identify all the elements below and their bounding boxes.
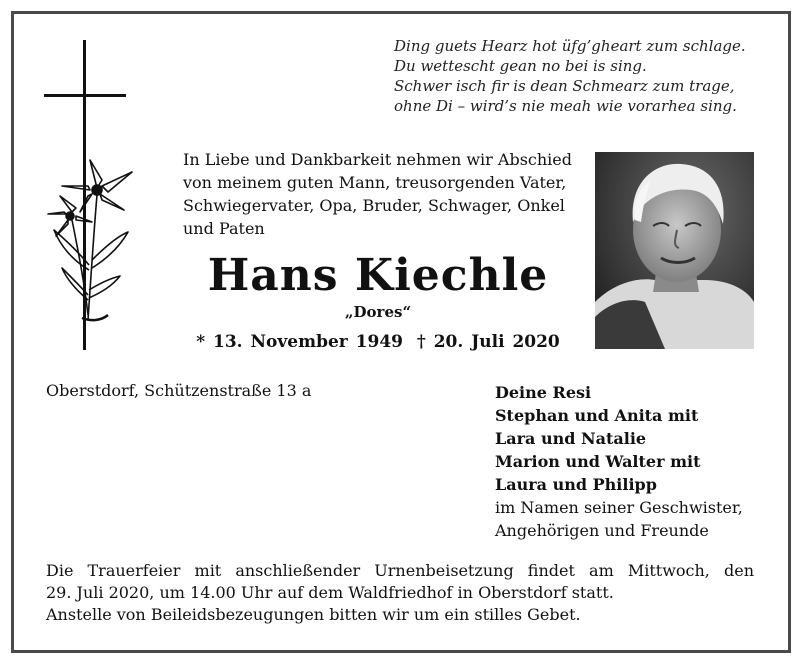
mourners-list xyxy=(495,381,743,542)
ceremony-line: Die Trauerfeier mit anschließender Urnenbeisetzung findet am Mittwoch, den xyxy=(46,561,754,580)
intro-line: Schwiegervater, Opa, Bruder, Schwager, Onkel xyxy=(183,196,565,215)
ceremony-line: Anstelle von Beileidsbezeugungen bitten wir um ein stilles Gebet. xyxy=(46,605,581,624)
mourner-line: Stephan und Anita mit xyxy=(495,406,699,425)
ceremony-info xyxy=(46,560,754,626)
ceremony-line: 29. Juli 2020, um 14.00 Uhr auf dem Waldfriedhof in Oberstdorf statt. xyxy=(46,583,614,602)
birth-date: * 13. November 1949 xyxy=(196,332,403,352)
deceased-name: Hans Kiechle xyxy=(207,250,549,301)
death-date: † 20. Juli 2020 xyxy=(416,332,560,352)
poem-line: Schwer isch fir is dean Schmearz zum trage, xyxy=(394,77,735,95)
poem-line: ohne Di – wird’s nie meah wie vorarhea sing. xyxy=(394,97,737,115)
cross-bar xyxy=(44,94,126,97)
mourner-note: Angehörigen und Freunde xyxy=(495,521,709,540)
intro-line: von meinem guten Mann, treusorgenden Vater, xyxy=(183,173,567,192)
intro-line: und Paten xyxy=(183,219,265,238)
mourner-line: Lara und Natalie xyxy=(495,429,647,448)
intro-text xyxy=(183,148,583,240)
mourner-line: Marion und Walter mit xyxy=(495,452,701,471)
portrait-image xyxy=(595,152,754,349)
intro-line: In Liebe und Dankbarkeit nehmen wir Abschied xyxy=(183,150,573,169)
portrait-photo xyxy=(595,152,754,349)
poem xyxy=(394,36,754,116)
life-dates xyxy=(183,332,573,352)
address: Oberstdorf, Schützenstraße 13 a xyxy=(46,381,312,400)
mourner-line: Laura und Philipp xyxy=(495,475,657,494)
mourner-note: im Namen seiner Geschwister, xyxy=(495,498,743,517)
deceased-nickname: „Dores“ xyxy=(344,303,412,321)
edelweiss-icon xyxy=(42,150,142,330)
poem-line: Ding guets Hearz hot üfg’gheart zum schlage. xyxy=(394,37,746,55)
mourner-line: Deine Resi xyxy=(495,383,592,402)
poem-line: Du wettescht gean no bei is sing. xyxy=(394,57,647,75)
